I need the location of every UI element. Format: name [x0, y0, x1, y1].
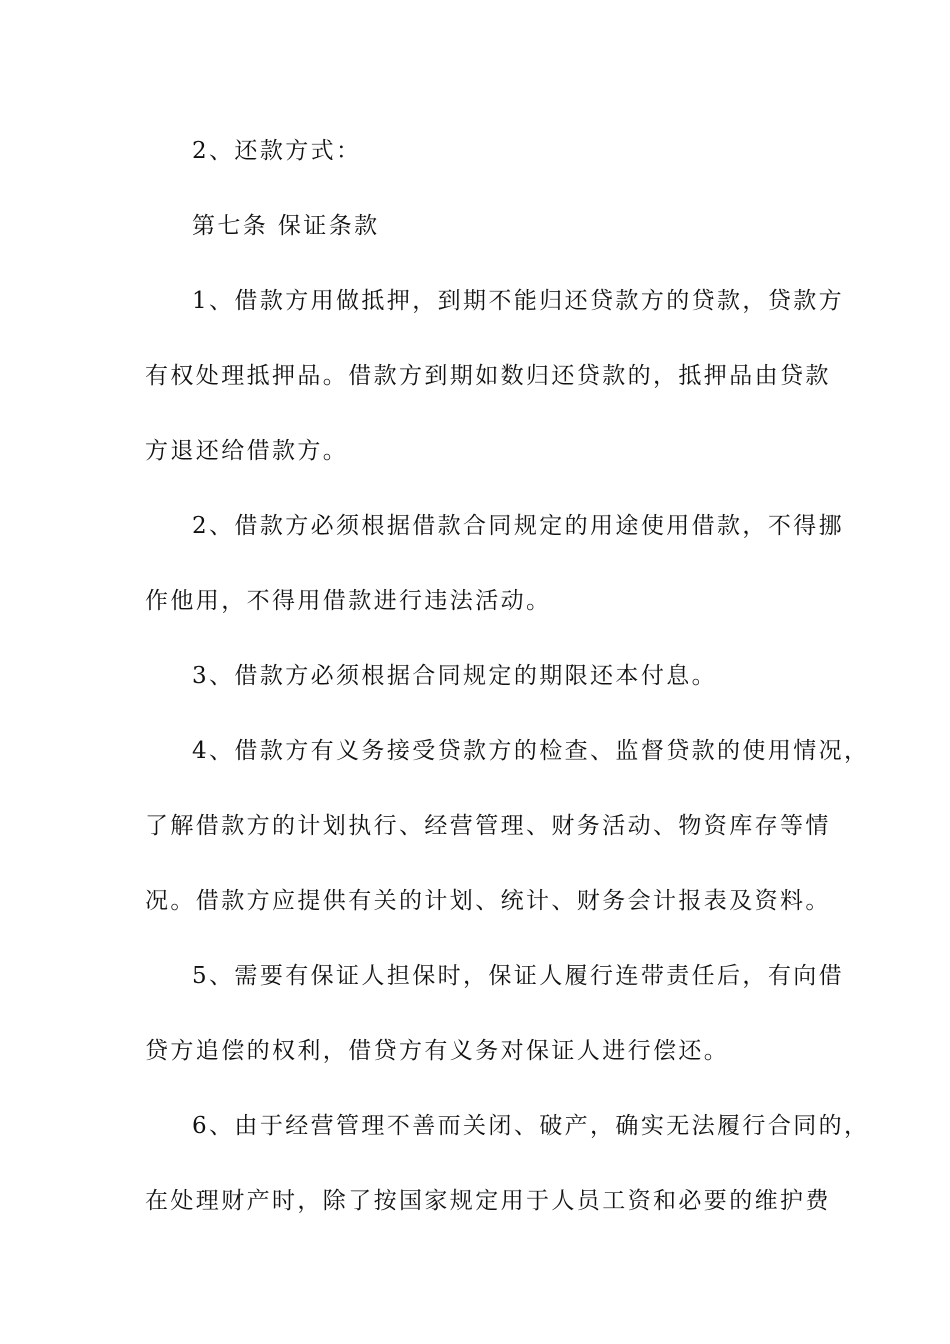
clause-1-line-1: 1、借款方用做抵押，到期不能归还贷款方的贷款，贷款方 — [192, 288, 845, 314]
clause-4-line-3: 况。借款方应提供有关的计划、统计、财务会计报表及资料。 — [145, 888, 831, 914]
clause-5-line-2: 贷方追偿的权利，借贷方有义务对保证人进行偿还。 — [145, 1038, 730, 1064]
clause-6-line-1: 6、由于经营管理不善而关闭、破产，确实无法履行合同的， — [192, 1113, 870, 1139]
clause-1-line-3: 方退还给借款方。 — [145, 438, 349, 464]
repayment-method-line: 2、还款方式： — [192, 138, 362, 164]
clause-4-line-1: 4、借款方有义务接受贷款方的检查、监督贷款的使用情况， — [192, 738, 870, 764]
clause-6-line-2: 在处理财产时，除了按国家规定用于人员工资和必要的维护费 — [145, 1188, 831, 1214]
article-seven-heading: 第七条 保证条款 — [192, 213, 380, 239]
clause-4-line-2: 了解借款方的计划执行、经营管理、财务活动、物资库存等情 — [145, 813, 831, 839]
clause-2-line-1: 2、借款方必须根据借款合同规定的用途使用借款，不得挪 — [192, 513, 845, 539]
clause-1-line-2: 有权处理抵押品。借款方到期如数归还贷款的，抵押品由贷款 — [145, 363, 831, 389]
clause-2-line-2: 作他用，不得用借款进行违法活动。 — [145, 588, 552, 614]
clause-3-line-1: 3、借款方必须根据合同规定的期限还本付息。 — [192, 663, 718, 689]
clause-5-line-1: 5、需要有保证人担保时，保证人履行连带责任后，有向借 — [192, 963, 845, 989]
